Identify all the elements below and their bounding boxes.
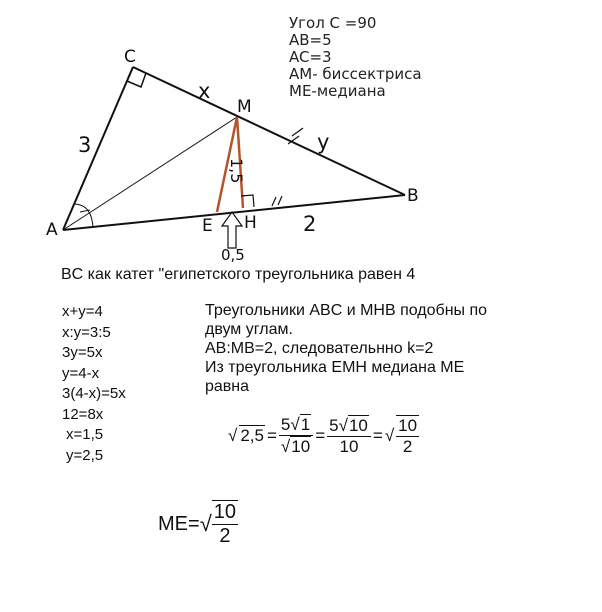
side-ab <box>63 195 405 230</box>
fraction-1: $\frac{5√1}{√10}$ <box>279 414 313 457</box>
fraction-3-den: 2 <box>402 436 413 456</box>
label-hb: 2 <box>303 212 317 236</box>
label-ac: 3 <box>78 133 92 157</box>
formula-line <box>228 414 419 457</box>
side-ac <box>63 67 133 230</box>
vertex-a-label: A <box>46 220 58 240</box>
given-me: ME-медиана <box>289 82 386 100</box>
answer-den: 2 <box>219 525 231 547</box>
tick-hb <box>272 197 276 206</box>
answer-fraction <box>212 500 238 548</box>
vertex-m-label: M <box>237 97 252 117</box>
equation-3: 3y=5x <box>62 344 103 361</box>
explanation-line-3: AB:MB=2, следовательнно k=2 <box>205 340 434 357</box>
answer-lhs: ME= <box>158 512 200 535</box>
fraction-2-den: 10 <box>339 436 359 456</box>
sqrt-arg: 2,5 <box>240 426 264 445</box>
explanation-line-4: Из треугольника EMH медиана ME <box>205 359 465 376</box>
fraction-2: $\frac{5√10}{10}$ <box>327 415 371 457</box>
outer-sqrt-symbol: √ <box>384 425 395 445</box>
answer <box>158 500 238 548</box>
fraction-2-coef: 5 <box>329 415 339 435</box>
label-cm: x <box>198 79 211 103</box>
explanation-line-5: равна <box>205 378 250 395</box>
headline-text: BC как катет "египетского треугольника равен 4 <box>61 266 416 283</box>
up-arrow <box>222 212 242 248</box>
explanation-text <box>205 301 487 396</box>
equation-8: y=2,5 <box>66 446 104 464</box>
label-mh: 1,5 <box>227 158 246 184</box>
vertex-e-label: E <box>202 216 213 236</box>
label-eh: 0,5 <box>221 246 245 264</box>
fraction-1-num: 1 <box>300 415 311 434</box>
tick-mb <box>292 128 303 136</box>
given-am: AM- биссектриса <box>289 65 422 83</box>
equation-7: x=1,5 <box>66 426 104 443</box>
label-mb: y <box>317 130 330 154</box>
explanation-line-1: Треугольники ABC и MHB подобны по <box>205 302 488 319</box>
fraction-2-num: 10 <box>348 415 368 435</box>
equation-5: 3(4-x)=5x <box>62 385 126 402</box>
vertex-b-label: B <box>407 186 419 206</box>
fraction-3-num: 10 <box>398 415 418 435</box>
sqrt-symbol: √ <box>228 425 238 445</box>
fraction-1-coef: 5 <box>280 415 291 434</box>
equals-3: = <box>372 425 383 445</box>
answer-sqrt-symbol: √ <box>199 511 212 536</box>
fraction-3 <box>396 415 419 457</box>
given-angle-c: Угол C =90 <box>289 14 377 32</box>
equation-6: 12=8x <box>62 405 104 423</box>
fraction-1-den: 10 <box>291 437 311 456</box>
equation-4: y=4-x <box>62 364 100 382</box>
explanation-line-2: двум углам. <box>205 321 293 338</box>
equation-2: x:y=3:5 <box>62 323 111 341</box>
given-ab: AB=5 <box>289 31 332 49</box>
answer-num: 10 <box>213 501 237 523</box>
tick-hb-2 <box>278 196 282 205</box>
given-ac: AC=3 <box>289 48 332 66</box>
equals-1: = <box>266 425 277 445</box>
equation-1: x+y=4 <box>62 303 103 320</box>
vertex-c-label: C <box>124 47 136 67</box>
vertex-h-label: H <box>244 213 257 233</box>
equation-list <box>62 302 126 466</box>
given-list <box>289 15 422 100</box>
equals-2: = <box>315 425 326 445</box>
